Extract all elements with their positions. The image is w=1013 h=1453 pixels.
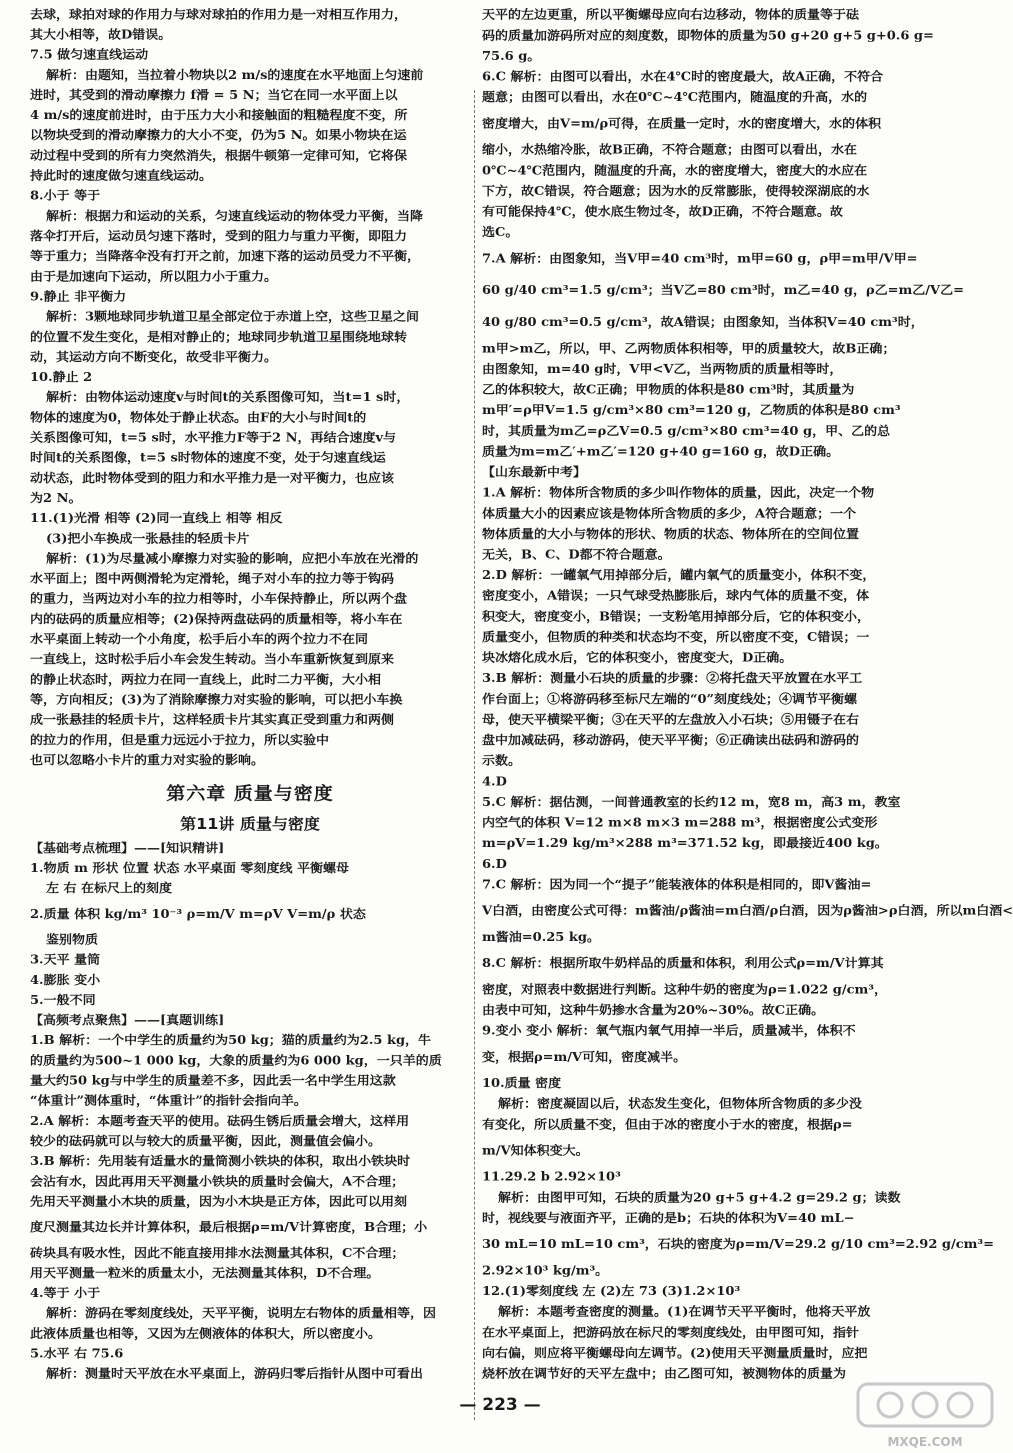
chapter-title: 第六章 质量与密度 — [166, 784, 334, 805]
text-line: 9.变小 变小 解析：氧气瓶内氧气用掉一半后，质量减半，体积不 — [482, 1024, 856, 1039]
text-line: m酱油=0.25 kg。 — [482, 930, 600, 945]
text-line: 较少的砝码就可以与较大的质量平衡，因此，测量值会偏小。 — [30, 1134, 382, 1149]
text-line: 3.B 解析：测量小石块的质量的步骤：②将托盘天平放置在水平工 — [482, 671, 863, 686]
text-line: 时，视线要与液面齐平，正确的是b；石块的体积为V=40 mL− — [482, 1211, 855, 1226]
text-line: 的位置不发生变化，是相对静止的；地球同步轨道卫星围绕地球转 — [30, 330, 408, 345]
text-line: 有可能保持4℃，使水底生物过冬，故D正确，不符合题意。故 — [482, 205, 843, 220]
text-line: 密度变小，A错误；一只气球受热膨胀后，球内气体的质量不变，体 — [482, 589, 870, 604]
text-line: 【基础考点梳理】——[知识精讲] — [30, 841, 225, 856]
text-line: 解析：游码在零刻度线处，天平平衡，说明左右物体的质量相等，因 — [46, 1307, 437, 1321]
text-line: 75.6 g。 — [482, 49, 541, 64]
text-line: m/V知体积变大。 — [482, 1144, 589, 1159]
text-line: 水平面上；图中两侧滑轮为定滑轮，绳子对小车的拉力等于钩码 — [30, 572, 395, 587]
text-line: 烧杯放在调节好的天平左盘中；由乙图可知，被测物体的质量为 — [482, 1367, 847, 1382]
text-line: 11.(1)光滑 相等 (2)同一直线上 相等 相反 — [30, 512, 283, 526]
text-line: 60 g/40 cm³=1.5 g/cm³；当V乙=80 cm³时，m乙=40 g，ρ乙=m乙/V乙= — [482, 283, 965, 298]
text-line: 用天平测量一粒米的质量太小，无法测量其体积，D不合理。 — [30, 1266, 380, 1281]
text-line: 左 右 在标尺上的刻度 — [46, 882, 173, 896]
text-line: 的拉力的作用，但是重力远远小于拉力，所以实验中 — [30, 733, 330, 748]
text-line: 砖块具有吸水性，因此不能直接用排水法测量其体积，C不合理； — [30, 1246, 405, 1261]
left-answers-part-b — [30, 839, 470, 1385]
text-line: 2.92×10³ kg/m³。 — [482, 1264, 609, 1279]
text-line: “体重计”测体重时，“体重计”的指针会指向羊。 — [30, 1094, 307, 1109]
text-line: 内空气的体积 V=12 m×8 m×3 m=288 m³，根据密度公式变形 — [482, 816, 878, 831]
text-line: 由图象知，m=40 g时，V甲<V乙，当两物质的质量相等时， — [482, 362, 843, 377]
text-line: 此液体质量也相等，又因为左侧液体的体积大，所以密度小。 — [30, 1327, 382, 1342]
text-line: 落伞打开后，运动员匀速下落时，受到的阻力与重力平衡，即阻力 — [30, 229, 408, 244]
text-line: 2.D 解析：一罐氧气用掉部分后，罐内氧气的质量变小，体积不变， — [482, 568, 876, 583]
text-line: 等于重力；当降落伞没有打开之前，加速下落的运动员受力不平衡， — [30, 250, 421, 264]
text-line: 块冰熔化成水后，它的体积变小，密度变大，D正确。 — [482, 651, 793, 666]
text-line: 解析：3颗地球同步轨道卫星全部定位于赤道上空，这些卫星之间 — [46, 310, 420, 325]
text-line: 9.静止 非平衡力 — [30, 290, 127, 305]
text-line: 解析：由物体运动速度v与时间t的关系图像可知，当t=1 s时， — [46, 391, 410, 405]
text-line: 的重力，当两边对小车的拉力相等时，小车保持静止，所以两个盘 — [30, 592, 408, 607]
text-line: 持此时的速度做匀速直线运动。 — [30, 169, 213, 184]
text-line: 水平桌面上转动一个小角度，松手后小车的两个拉力不在同 — [30, 632, 369, 647]
text-line: 质量为m=m乙′+m乙′=120 g+40 g=160 g，故D正确。 — [482, 445, 840, 460]
lecture-title: 第11讲 质量与密度 — [180, 815, 320, 833]
text-line: 10.静止 2 — [30, 370, 93, 385]
text-line: (3)把小车换成一张悬挂的轻质卡片 — [46, 532, 250, 546]
text-line: 解析：由图甲可知，石块的质量为20 g+5 g+4.2 g=29.2 g；读数 — [498, 1191, 901, 1206]
column-divider — [474, 90, 475, 1420]
text-line: 作台面上；①将游码移至标尺左端的“0”刻度线处；④调节平衡螺 — [482, 692, 858, 707]
text-line: 12.(1)零刻度线 左 (2)左 73 (3)1.2×10³ — [482, 1284, 741, 1299]
text-line: 2.A 解析：本题考查天平的使用。砝码生锈后质量会增大，这样用 — [30, 1114, 410, 1129]
text-line: 11.29.2 b 2.92×10³ — [482, 1170, 621, 1185]
text-line: 缩小，水热缩冷胀，故B正确，不符合题意；由图可以看出，水在 — [482, 143, 857, 158]
text-line: 选C。 — [482, 225, 519, 240]
text-line: 8.C 解析：根据所取牛奶样品的质量和体积，利用公式ρ=m/V计算其 — [482, 956, 884, 971]
text-line: 等，方向相反；(3)为了消除摩擦力对实验的影响，可以把小车换 — [30, 693, 403, 708]
left-answers-part-a — [30, 5, 470, 771]
text-line: 10.质量 密度 — [482, 1076, 562, 1091]
text-line: 物体质量的大小与物体的形状、物质的状态、物体所在的空间位置 — [482, 527, 860, 542]
text-line: 无关，B、C、D都不符合题意。 — [482, 548, 671, 563]
text-line: 6.D — [482, 857, 507, 872]
text-line: 4 m/s的速度前进时，由于压力大小和接触面的粗糙程度不变，所 — [30, 109, 408, 123]
text-line: 动状态，此时物体受到的阻力和水平推力是一对平衡力，也应该 — [30, 471, 395, 486]
text-line: 5.水平 右 75.6 — [30, 1347, 124, 1362]
text-line: 7.5 做匀速直线运动 — [30, 48, 149, 63]
text-line: 0℃~4℃范围内，随温度的升高，水的密度增大，密度大的水应在 — [482, 163, 868, 179]
text-line: 1.B 解析：一个中学生的质量约为50 kg；猫的质量约为2.5 kg，牛 — [30, 1034, 432, 1048]
text-line: 解析：由题知，当拉着小物块以2 m/s的速度在水平地面上匀速前 — [46, 68, 424, 83]
text-line: 由表中可知，这种牛奶掺水含量为20%~30%。故C正确。 — [482, 1003, 825, 1018]
right-column — [482, 0, 1013, 1385]
text-line: 物体的速度为0，物体处于静止状态。由F的大小与时间t的 — [30, 411, 367, 426]
text-line: 由于是加速向下运动，所以阻力小于重力。 — [30, 270, 278, 284]
text-line: 质量变小，但物质的种类和状态均不变，所以密度不变，C错误；一 — [482, 630, 870, 645]
text-line: 变，根据ρ=m/V可知，密度减半。 — [482, 1050, 687, 1065]
right-answers — [482, 6, 1013, 1385]
text-line: 5.C 解析：据估测，一间普通教室的长约12 m，宽8 m，高3 m，教室 — [482, 795, 901, 810]
text-line: 向右偏，则应将平衡螺母向左调节。(2)使用天平测量质量时，应把 — [482, 1346, 868, 1361]
text-line: 4.等于 小于 — [30, 1286, 101, 1301]
text-line: m甲>m乙，所以，甲、乙两物质体积相等，甲的质量较大，故B正确； — [482, 342, 896, 357]
text-line: 的质量约为500~1 000 kg，大象的质量约为6 000 kg，一只羊的质 — [30, 1054, 442, 1069]
text-line: 乙的体积较大，故C正确；甲物质的体积是80 cm³时，其质量为 — [482, 383, 855, 398]
text-line: 6.C 解析：由图可以看出，水在4℃时的密度最大，故A正确，不符合 — [482, 70, 884, 85]
page-number: — 223 — — [459, 1395, 541, 1415]
text-line: 解析：测量时天平放在水平桌面上，游码归零后指针从图中可看出 — [46, 1367, 424, 1382]
text-line: 密度增大，由V=m/ρ可得，在质量一定时，水的密度增大，水的体积 — [482, 117, 882, 132]
text-line: 其大小相等，故D错误。 — [30, 28, 172, 43]
text-line: 3.B 解析：先用装有适量水的量筒测小铁块的体积，取出小铁块时 — [30, 1155, 411, 1169]
text-line: 1.物质 m 形状 位置 状态 水平桌面 零刻度线 平衡螺母 — [30, 861, 350, 876]
text-line: 动，其运动方向不断变化，故受非平衡力。 — [30, 350, 278, 365]
text-line: 积变大，密度变小，B错误；一支粉笔用掉部分后，它的体积变小， — [482, 610, 870, 625]
text-line: 30 mL=10 mL=10 cm³，石块的密度为ρ=m/V=29.2 g/10 cm³=2.92 g/cm³= — [482, 1237, 994, 1252]
text-line: 码的质量加游码所对应的刻度数，即物体的质量为50 g+20 g+5 g+0.6 g= — [482, 29, 934, 44]
text-line: 5.一般不同 — [30, 993, 96, 1008]
text-line: 盘中加减砝码，移动游码，使天平平衡；⑥正确读出砝码和游码的 — [482, 733, 860, 748]
text-line: 4.膨胀 变小 — [30, 973, 101, 988]
text-line: 内的砝码的质量应相等；(2)保持两盘砝码的质量相等，将小车在 — [30, 612, 403, 627]
watermark-text: MXQE.COM — [887, 1435, 963, 1449]
text-line: 量大约50 kg与中学生的质量差不多，因此丢一名中学生用这款 — [30, 1074, 396, 1089]
text-line: 鉴别物质 — [46, 933, 99, 948]
watermark-logo-icon — [850, 1378, 1000, 1453]
text-line: 3.天平 量筒 — [30, 953, 101, 968]
text-line: 会沾有水，因此再用天平测量小铁块的质量时会偏大，A不合理； — [30, 1175, 405, 1189]
text-line: 4.D — [482, 774, 507, 790]
text-line: 成一张悬挂的轻质卡片，这样轻质卡片其实真正受到重力和两侧 — [30, 713, 395, 728]
text-line: 以物块受到的滑动摩擦力的大小不变，仍为5 N。如果小物块在运 — [30, 129, 407, 143]
text-line: 去球，球拍对球的作用力与球对球拍的作用力是一对相互作用力， — [30, 8, 408, 22]
text-line: 关系图像可知，t=5 s时，水平推力F等于2 N，再结合速度v与 — [30, 431, 397, 446]
text-line: 为2 N。 — [30, 491, 82, 506]
text-line: 时间t的关系图像，t=5 s时物体的速度不变，处于匀速直线运 — [30, 451, 386, 466]
text-line: m甲′=ρ甲V=1.5 g/cm³×80 cm³=120 g，乙物质的体积是80 cm³ — [482, 403, 901, 418]
text-line: 体质量大小的因素应该是物体所含物质的多少，A符合题意；一个 — [482, 506, 857, 522]
text-line: 40 g/80 cm³=0.5 g/cm³，故A错误；由图象知，当体积V=40 cm³时， — [482, 315, 924, 330]
text-line: 示数。 — [482, 754, 522, 769]
text-line: 密度，对照表中数据进行判断。这种牛奶的密度为ρ=1.022 g/cm³， — [482, 983, 887, 998]
text-line: 动过程中受到的所有力突然消失，根据牛顿第一定律可知，它将保 — [30, 149, 408, 164]
text-line: 进时，其受到的滑动摩擦力 f滑 = 5 N；当它在同一水平面上以 — [30, 88, 398, 103]
text-line: 解析：本题考查密度的测量。(1)在调节天平平衡时，他将天平放 — [498, 1305, 871, 1320]
left-column — [30, 0, 470, 1385]
text-line: m=ρV=1.29 kg/m³×288 m³=371.52 kg，即最接近400 kg。 — [482, 836, 888, 851]
text-line: 母，使天平横梁平衡；③在天平的左盘放入小石块；⑤用镊子在右 — [482, 713, 860, 728]
text-line: 度尺测量其边长并计算体积，最后根据ρ=m/V计算密度，B合理；小 — [30, 1221, 428, 1235]
text-line: 时，其质量为m乙=ρ乙V=0.5 g/cm³×80 cm³=40 g，甲、乙的总 — [482, 424, 891, 439]
text-line: 解析：根据力和运动的关系，匀速直线运动的物体受力平衡，当降 — [46, 209, 424, 224]
text-line: 解析：密度凝固以后，状态发生变化，但物体所含物质的多少没 — [498, 1097, 863, 1112]
text-line: 1.A 解析：物体所含物质的多少叫作物体的质量，因此，决定一个物 — [482, 486, 875, 501]
text-line: 【山东最新中考】 — [482, 465, 587, 480]
text-line: 一直线上，这时松手后小车会发生转动。当小车重新恢复到原来 — [30, 653, 395, 667]
text-line: 天平的左边更重，所以平衡螺母应向右边移动，物体的质量等于砝 — [482, 8, 860, 23]
text-line: 下方，故C错误，符合题意；因为水的反常膨胀，使得较深湖底的水 — [482, 184, 870, 199]
text-line: 2.质量 体积 kg/m³ 10⁻³ ρ=m/V m=ρV V=m/ρ 状态 — [30, 907, 366, 922]
text-line: 在水平桌面上，把游码放在标尺的零刻度线处，由甲图可知，指针 — [482, 1325, 860, 1341]
text-line: 【高频考点聚焦】——[真题训练] — [30, 1014, 225, 1028]
text-line: 的静止状态时，两拉力在同一直线上，此时二力平衡，大小相 — [30, 673, 382, 687]
text-line: 有变化，所以质量不变，但由于冰的密度小于水的密度，根据ρ= — [482, 1117, 853, 1133]
text-line: 解析：(1)为尽量减小摩擦力对实验的影响，应把小车放在光滑的 — [46, 552, 419, 567]
text-line: 题意；由图可以看出，水在0℃~4℃范围内，随温度的升高，水的 — [482, 90, 868, 105]
text-line: 先用天平测量小木块的质量，因为小木块是正方体，因此可以用刻 — [30, 1195, 408, 1210]
text-line: 8.小于 等于 — [30, 189, 101, 204]
text-line: V白酒，由密度公式可得：m酱油/ρ酱油=m白酒/ρ白酒，因为ρ酱油>ρ白酒，所以m白酒< — [482, 904, 1013, 919]
text-line: 也可以忽略小卡片的重力对实验的影响。 — [30, 753, 265, 768]
text-line: 7.C 解析：因为同一个“提子”能装液体的体积是相同的，即V酱油= — [482, 878, 872, 893]
text-line: 7.A 解析：由图象知，当V甲=40 cm³时，m甲=60 g，ρ甲=m甲/V甲= — [482, 252, 918, 267]
